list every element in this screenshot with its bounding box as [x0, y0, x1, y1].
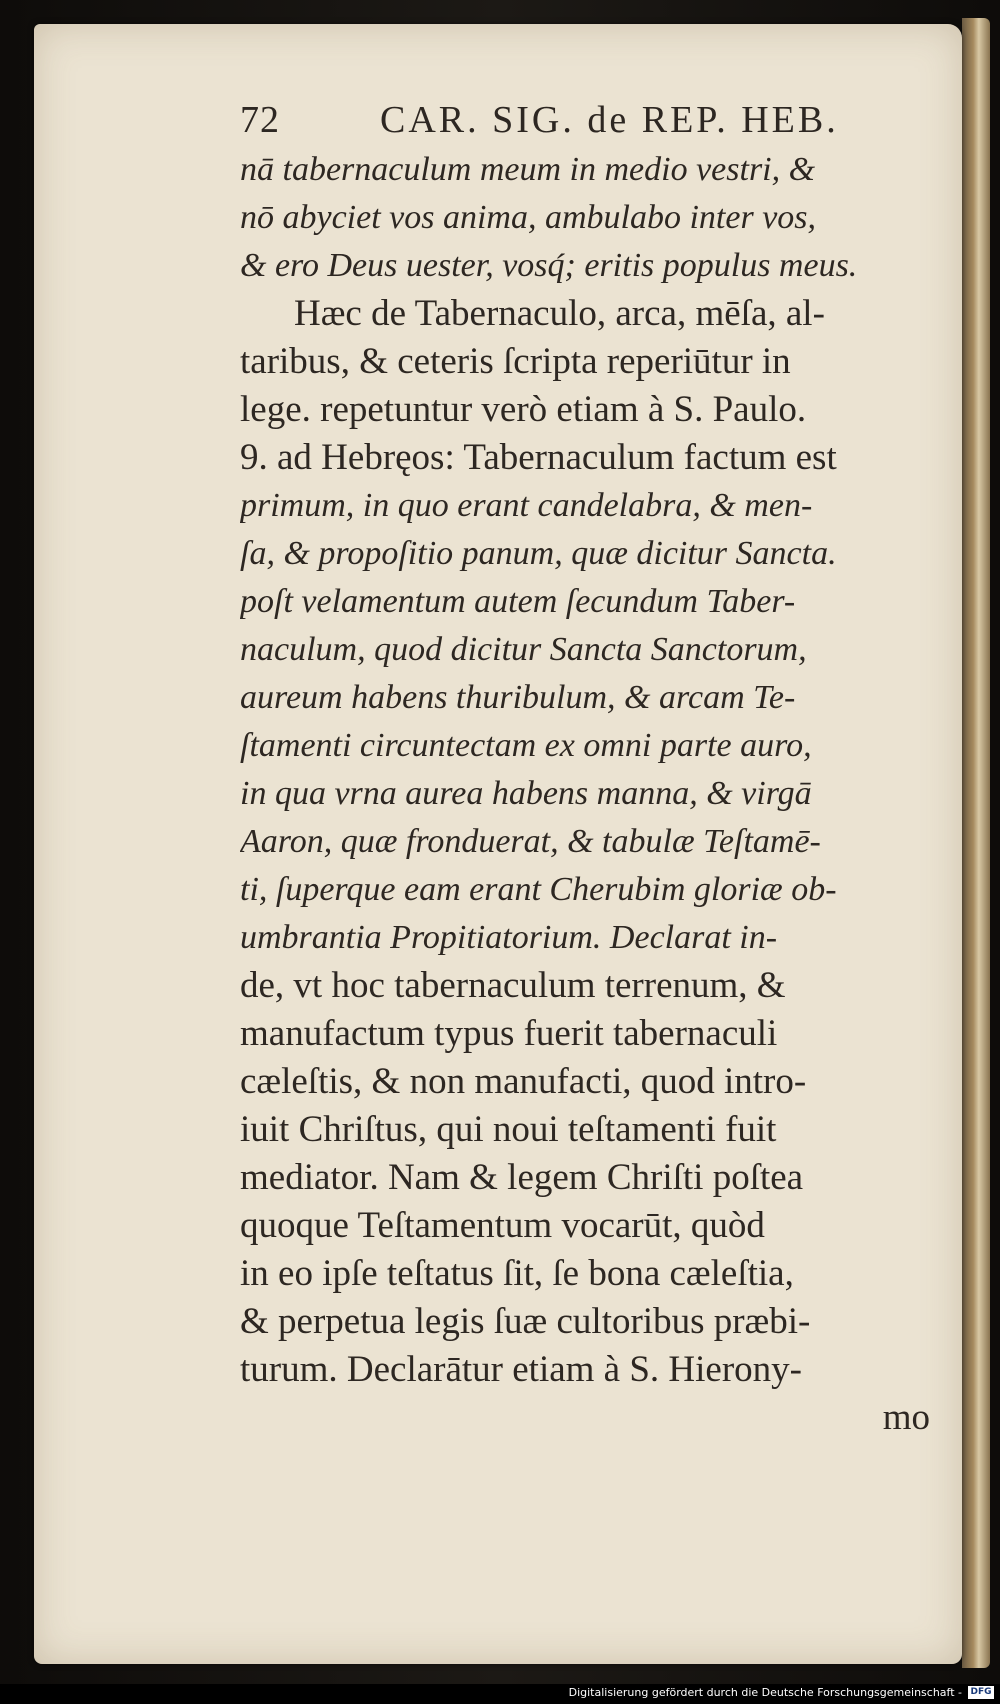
- text-line: ſtamenti circuntectam ex omni parte auro,: [240, 727, 812, 764]
- text-line: umbrantia Propitiatorium. Declarat in-: [240, 919, 778, 956]
- text-line: Hæc de Tabernaculo, arca, mēſa, al-: [294, 293, 825, 334]
- text-line: nō abyciet vos anima, ambulabo inter vos,: [240, 199, 817, 236]
- body-text: [240, 146, 940, 1394]
- text-line: primum, in quo erant candelabra, & men-: [240, 487, 813, 524]
- text-line: nā tabernaculum meum in medio vestri, &: [240, 151, 816, 188]
- catchword: mo: [882, 1397, 930, 1438]
- text-line: Aaron, quæ fronduerat, & tabulæ Teſtamē-: [240, 823, 821, 860]
- text-line: in eo ipſe teſtatus ſit, ſe bona cæleſtia,: [240, 1253, 794, 1294]
- text-line: naculum, quod dicitur Sancta Sanctorum,: [240, 631, 807, 668]
- dfg-logo: DFG: [968, 1686, 994, 1699]
- text-line: de, vt hoc tabernaculum terrenum, &: [240, 965, 786, 1006]
- running-head: CAR. SIG. de REP. HEB.: [380, 99, 839, 141]
- text-line: aureum habens thuribulum, & arcam Te-: [240, 679, 796, 716]
- page-number: 72: [240, 99, 280, 141]
- text-line: & perpetua legis ſuæ cultoribus præbi-: [240, 1301, 811, 1342]
- text-line: cæleſtis, & non manufacti, quod intro-: [240, 1061, 807, 1102]
- text-line: & ero Deus uester, vosq́; eritis populus meus.: [240, 247, 858, 284]
- text-line: iuit Chriſtus, qui noui teſtamenti fuit: [240, 1109, 777, 1150]
- text-line: quoque Teſtamentum vocarūt, quòd: [240, 1205, 765, 1246]
- text-line: lege. repetuntur verò etiam à S. Paulo.: [240, 389, 807, 430]
- page-header: [240, 98, 940, 146]
- text-line: 9. ad Hebręos: Tabernaculum factum est: [240, 437, 837, 478]
- text-line: mediator. Nam & legem Chriſti poſtea: [240, 1157, 804, 1198]
- text-line: taribus, & ceteris ſcripta reperiūtur in: [240, 341, 791, 382]
- page-text: [240, 98, 940, 1442]
- book-edge: [962, 18, 990, 1668]
- text-line: turum. Declarātur etiam à S. Hierony-: [240, 1349, 802, 1390]
- digitization-credit: Digitalisierung gefördert durch die Deutsche Forschungsgemeinschaft -: [568, 1686, 962, 1699]
- text-line: poſt velamentum autem ſecundum Taber-: [240, 583, 796, 620]
- text-line: ti, ſuperque eam erant Cherubim gloriæ ob-: [240, 871, 837, 908]
- text-line: in qua vrna aurea habens manna, & virgā: [240, 775, 812, 812]
- text-line: ſa, & propoſitio panum, quæ dicitur Sancta.: [240, 535, 837, 572]
- text-line: manufactum typus fuerit tabernaculi: [240, 1013, 778, 1054]
